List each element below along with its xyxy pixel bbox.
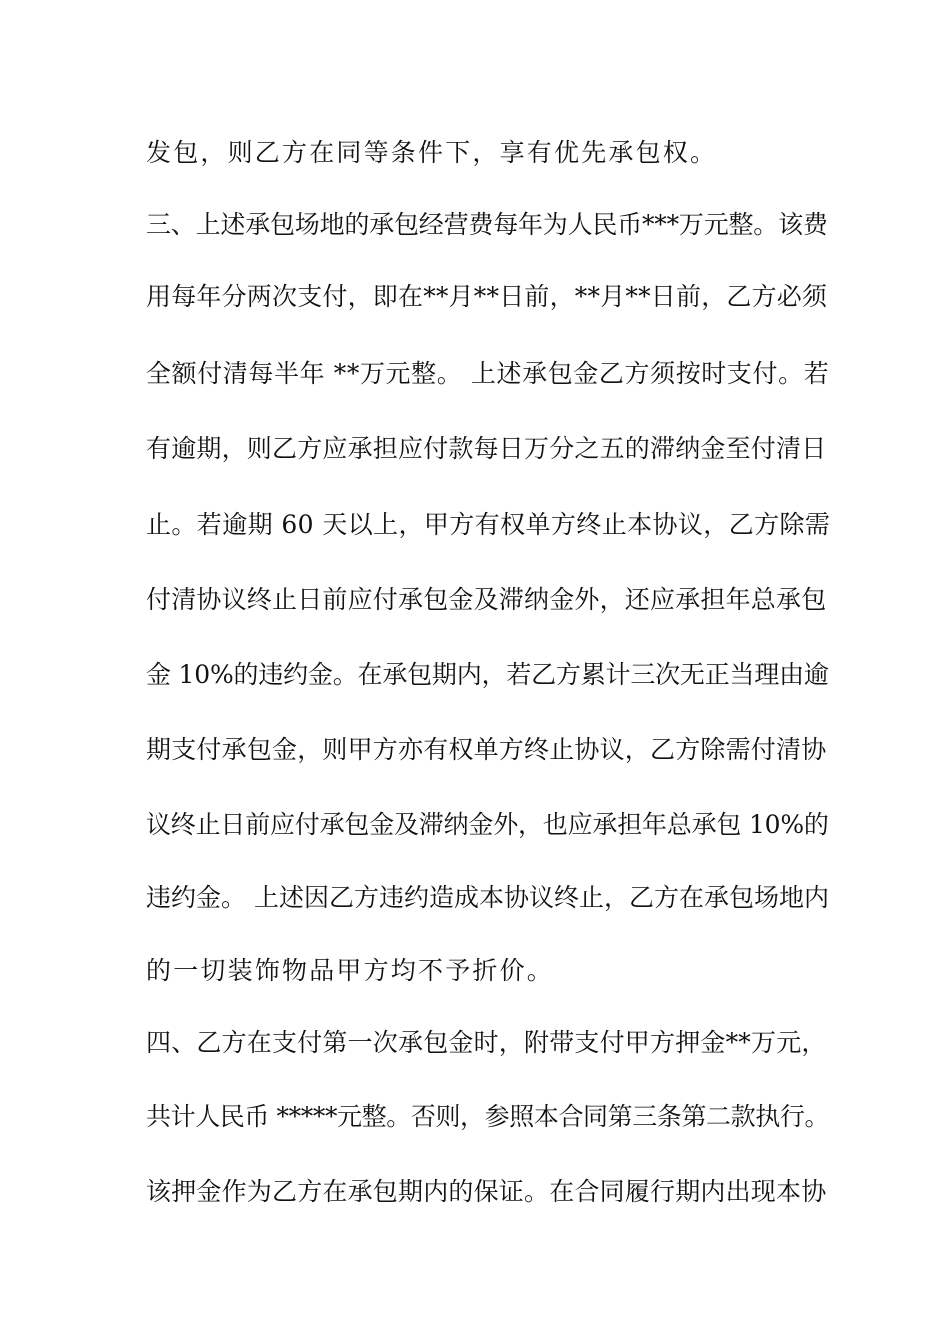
text-line: 有逾期，则乙方应承担应付款每日万分之五的滞纳金至付清日: [146, 434, 827, 463]
text-line: 违约金。 上述因乙方违约造成本协议终止，乙方在承包场地内: [146, 883, 829, 912]
text-line: 全额付清每半年 **万元整。 上述承包金乙方须按时支付。若: [146, 359, 830, 388]
text-line: 期支付承包金，则甲方亦有权单方终止协议，乙方除需付清协: [146, 735, 827, 764]
text-line: 三、上述承包场地的承包经营费每年为人民币***万元整。该费: [146, 210, 828, 239]
text-line: 共计人民币 *****元整。否则，参照本合同第三条第二款执行。: [146, 1102, 830, 1131]
text-line: 付清协议终止日前应付承包金及滞纳金外，还应承担年总承包: [146, 585, 827, 614]
text-line: 四、乙方在支付第一次承包金时，附带支付甲方押金**万元，: [146, 1028, 827, 1057]
text-line: 止。若逾期 60 天以上，甲方有权单方终止本协议，乙方除需: [146, 510, 831, 539]
text-line: 发包，则乙方在同等条件下，享有优先承包权。: [146, 138, 718, 167]
text-line: 用每年分两次支付，即在**月**日前，**月**日前，乙方必须: [146, 282, 828, 311]
text-line: 该押金作为乙方在承包期内的保证。在合同履行期内出现本协: [146, 1177, 827, 1206]
text-line: 的一切装饰物品甲方均不予折价。: [146, 956, 555, 985]
text-line: 议终止日前应付承包金及滞纳金外，也应承担年总承包 10%的: [146, 810, 829, 839]
text-line: 金 10%的违约金。在承包期内，若乙方累计三次无正当理由逾: [146, 660, 829, 689]
